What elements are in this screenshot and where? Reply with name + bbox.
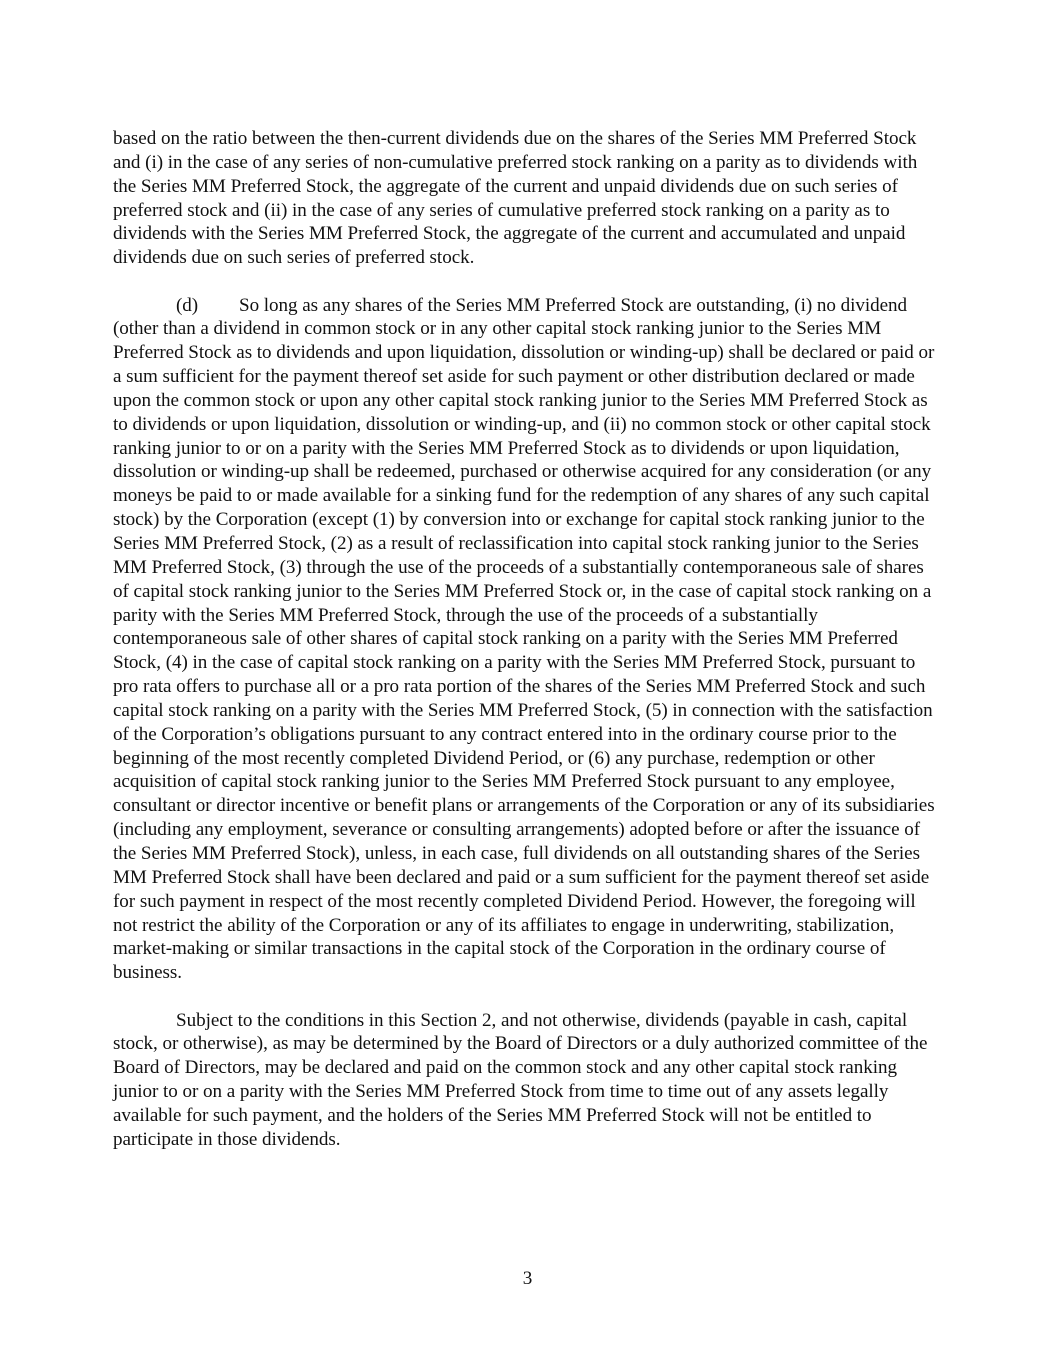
paragraph-dividends-subject bbox=[113, 1009, 935, 1152]
paragraph-text: Subject to the conditions in this Section 2, and not otherwise, dividends (payable in cash, capital stock, or otherwise), as may be determined by the Board of Directors or a duly authorized committee of the Board of Directors, may be declared and paid on the common stock and any other capital stock ranking junior to or on a parity with the Series MM Preferred Stock from time to time out of any assets legally available for such payment, and the holders of the Series MM Preferred Stock will not be entitled to participate in those dividends. bbox=[113, 1009, 928, 1150]
paragraph-text: So long as any shares of the Series MM Preferred Stock are outstanding, (i) no dividend (other than a dividend in common stock or in any other capital stock ranking junior to the Series MM Preferred Stock as to dividends and upon liquidation, dissolution or winding-up) shall be declared or paid or a sum sufficient for the payment thereof set aside for such payment or other distribution declared or made upon the common stock or upon any other capital stock ranking junior to the Series MM Preferred Stock as to dividends or upon liquidation, dissolution or winding-up, and (ii) no common stock or other capital stock ranking junior to or on a parity with the Series MM Preferred Stock as to dividends or upon liquidation, dissolution or winding-up shall be redeemed, purchased or otherwise acquired for any consideration (or any moneys be paid to or made available for a sinking fund for the redemption of any shares of any such capital stock) by the Corporation (except (1) by conversion into or exchange for capital stock ranking junior to the Series MM Preferred Stock, (2) as a result of reclassification into capital stock ranking junior to the Series MM Preferred Stock, (3) through the use of the proceeds of a substantially contemporaneous sale of shares of capital stock ranking junior to the Series MM Preferred Stock or, in the case of capital stock ranking on a parity with the Series MM Preferred Stock, through the use of the proceeds of a substantially contemporaneous sale of other shares of capital stock ranking on a parity with the Series MM Preferred Stock, (4) in the case of capital stock ranking on a parity with the Series MM Preferred Stock, pursuant to pro rata offers to purchase all or a pro rata portion of the shares of the Series MM Preferred Stock and such capital stock ranking on a parity with the Series MM Preferred Stock, (5) in connection with the satisfaction of the Corporation’s obligations pursuant to any contract entered into in the ordinary course prior to the beginning of the most recently completed Dividend Period, or (6) any purchase, redemption or other acquisition of capital stock ranking junior to the Series MM Preferred Stock pursuant to any employee, consultant or director incentive or benefit plans or arrangements of the Corporation or any of its subsidiaries (including any employment, severance or consulting arrangements) adopted before or after the issuance of the Series MM Preferred Stock), unless, in each case, full dividends on all outstanding shares of the Series MM Preferred Stock shall have been declared and paid or a sum sufficient for the payment thereof set aside for such payment in respect of the most recently completed Dividend Period. However, the foregoing will not restrict the ability of the Corporation or any of its affiliates to engage in underwriting, stabilization, market-making or similar transactions in the capital stock of the Corporation in the ordinary course of business. bbox=[113, 294, 935, 984]
paragraph-d bbox=[113, 294, 935, 985]
paragraph-text: based on the ratio between the then-current dividends due on the shares of the Series MM Preferred Stock and (i) in the case of any series of non-cumulative preferred stock ranking on a parity as to dividends with the Series MM Preferred Stock, the aggregate of the current and unpaid dividends due on such series of preferred stock and (ii) in the case of any series of cumulative preferred stock ranking on a parity as to dividends with the Series MM Preferred Stock, the aggregate of the current and accumulated and unpaid dividends due on such series of preferred stock. bbox=[113, 128, 918, 269]
paragraph-label: (d) bbox=[176, 294, 199, 316]
document-page bbox=[113, 127, 935, 1175]
paragraph-continuation bbox=[113, 127, 935, 270]
page-number: 3 bbox=[522, 1268, 533, 1289]
